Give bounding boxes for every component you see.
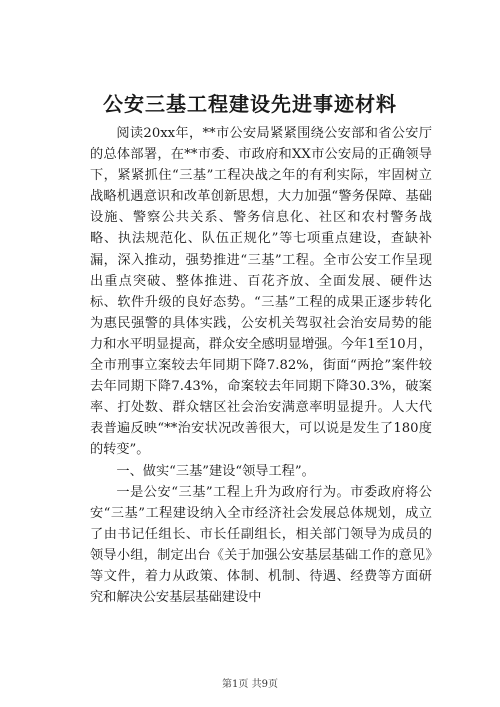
page-number-footer: 第1页 共9页 <box>222 679 278 690</box>
section-heading: 一、做实“三基”建设“领导工程”。 <box>116 463 315 479</box>
paragraph-intro: 阅读20xx年，**市公安局紧紧围绕公安部和省公安厅的总体部署，在**市委、市政府和XX市公安局的正确领导下，紧紧抓住“三基”工程决战之年的有利实际，牢固树立战略机遇意识和改革创新思想，大力加强“警务保障、基础设施、警察公共关系、警务信息化、社区和农村警务战略、执法规范化、队伍正规化”等七项重点建设，查缺补漏，深入推动，强势推进“三基”工程。全市公安工作呈现出重点突破、整体推进、百花齐放、全面发展、硬件达标、软件升级的良好态势。“三基”工程的成果正逐步转化为惠民强警的具体实践，公安机关驾驭社会治安局势的能力和水平明显提高，群众安全感明显增强。今年1至10月，全市刑事立案较去年同期下降7.82%，街面“两抢”案件较去年同期下降7.43%，命案较去年同期下降30.3%，破案率、打处数、群众辖区社会治安满意率明显提升。人大代表普遍反映“**治安状况改善很大，可以说是发生了180度的转变”。 <box>90 126 432 458</box>
document-title: 公安三基工程建设先进事迹材料 <box>103 92 397 116</box>
paragraph-section-1: 一是公安“三基”工程上升为政府行为。市委政府将公安“三基”工程建设纳入全市经济社会发展总体规划，成立了由书记任组长、市长任副组长，相关部门领导为成员的领导小组，制定出台《关于加强公安基层基础工作的意见》等文件，着力从政策、体制、机制、待遇、经费等方面研究和解决公安基层基础建设中 <box>90 484 432 606</box>
document-body <box>90 123 432 608</box>
